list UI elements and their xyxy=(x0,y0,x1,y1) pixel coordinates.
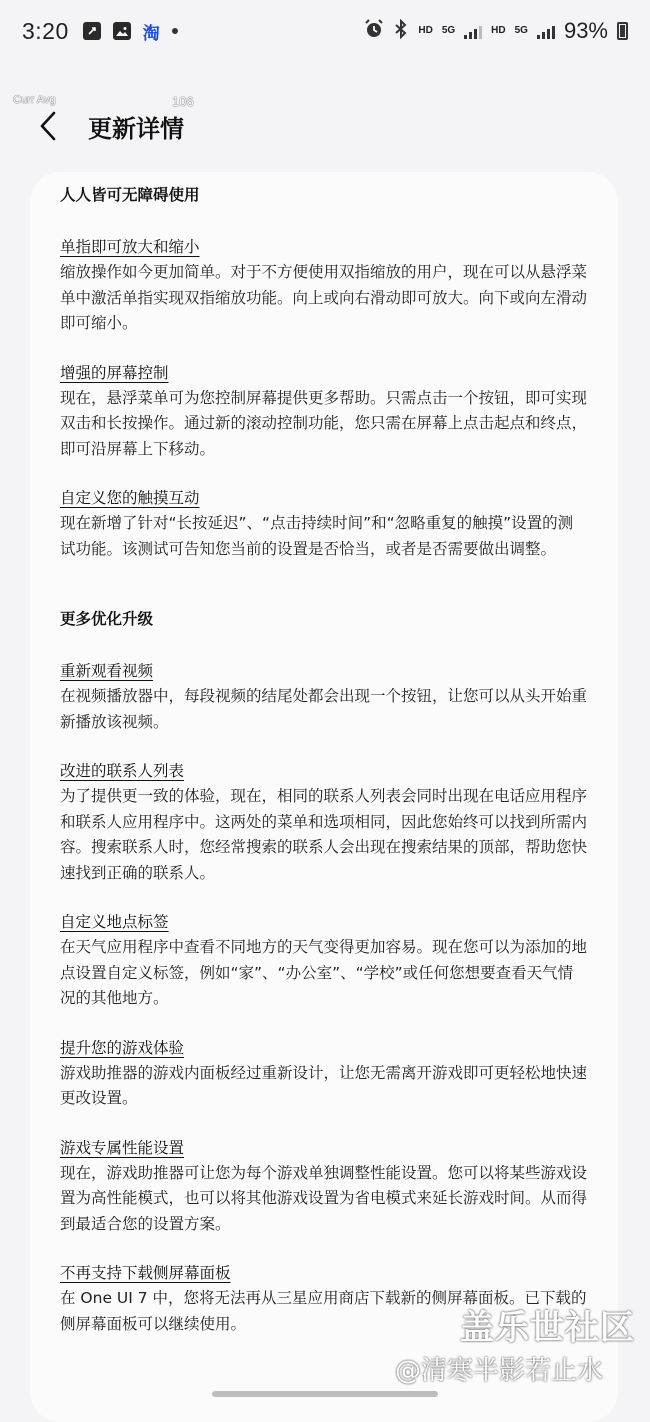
battery-percent: 93% xyxy=(563,18,608,43)
system-icons xyxy=(364,18,628,44)
home-indicator[interactable] xyxy=(212,1391,438,1397)
back-arrow-icon xyxy=(38,110,58,142)
list-item xyxy=(60,360,588,463)
item-body: 现在，悬浮菜单可为您控制屏幕提供更多帮助。只需点击一个按钮，即可实现双击和长按操作。通过新的滚动控制功能，您只需在屏幕上点击起点和终点，即可沿屏幕上下移动。 xyxy=(60,388,588,458)
content-card[interactable] xyxy=(30,172,618,1422)
usb-icon xyxy=(83,22,101,40)
item-title: 增强的屏幕控制 xyxy=(60,363,169,382)
item-title: 自定义地点标签 xyxy=(60,913,169,931)
network-label-2: 5G xyxy=(514,25,528,36)
item-title: 单指即可放大和缩小 xyxy=(60,238,200,256)
watermark-author: @清寒半影若止水 xyxy=(395,1356,604,1386)
item-body: 现在，游戏助推器可让您为每个游戏单独调整性能设置。您可以将某些游戏设置为高性能模式，也可以将其他游戏设置为省电模式来延长游戏时间。从而得到最适合您的设置方案。 xyxy=(60,1163,588,1233)
bluetooth-icon xyxy=(393,19,409,44)
back-button[interactable] xyxy=(18,98,78,154)
taobao-icon: 淘 xyxy=(142,23,160,43)
hd-label-2: HD xyxy=(491,25,506,36)
overlay-label: Curr Avg xyxy=(13,94,56,106)
battery-icon xyxy=(617,22,628,40)
item-title: 重新观看视频 xyxy=(60,662,154,680)
item-body: 在天气应用程序中查看不同地方的天气变得更加容易。现在您可以为添加的地点设置自定义标签，例如“家”、“办公室”、“学校”或任何您想要查看天气情况的其他地方。 xyxy=(60,938,588,1007)
list-item xyxy=(60,485,588,562)
item-title: 不再支持下载侧屏幕面板 xyxy=(60,1264,231,1282)
list-item xyxy=(60,1135,588,1238)
hd-label-1: HD xyxy=(418,25,433,36)
status-time: 3:20 xyxy=(22,17,69,44)
item-body: 为了提供更一致的体验，现在，相同的联系人列表会同时出现在电话应用程序和联系人应用程序中。这两处的菜单和选项相同，因此您始终可以找到所需内容。搜索联系人时，您经常搜索的联系人会出现在搜索结果的顶部，帮助您快速找到正确的联系人。 xyxy=(60,787,588,882)
overlay-value: 106 xyxy=(172,94,194,109)
item-body: 在视频播放器中，每段视频的结尾处都会出现一个按钮，让您可以从头开始重新播放该视频。 xyxy=(60,687,588,731)
network-label-1: 5G xyxy=(441,25,456,36)
alarm-icon xyxy=(364,19,384,44)
item-body: 游戏助推器的游戏内面板经过重新设计，让您无需离开游戏即可更轻松地快速更改设置。 xyxy=(60,1063,588,1107)
signal-icon xyxy=(464,23,482,39)
gallery-icon xyxy=(113,22,131,40)
item-title: 游戏专属性能设置 xyxy=(60,1138,185,1157)
notification-icons xyxy=(83,19,178,44)
dot-icon xyxy=(172,28,178,34)
signal-icon-2 xyxy=(537,23,555,39)
item-body: 现在新增了针对“长按延迟”、“点击持续时间”和“忽略重复的触摸”设置的测试功能。该测试可告知您当前的设置是否恰当，或者是否需要做出调整。 xyxy=(60,514,574,558)
watermark-logo: 盖乐世社区 xyxy=(460,1308,635,1348)
item-body: 缩放操作如今更加简单。对于不方便使用双指缩放的用户，现在可以从悬浮菜单中激活单指实现双指缩放功能。向上或向右滑动即可放大。向下或向左滑动即可缩小。 xyxy=(60,263,588,332)
list-item xyxy=(60,658,588,735)
list-item xyxy=(60,234,588,337)
item-body: 在 One UI 7 中，您将无法再从三星应用商店下载新的侧屏幕面板。已下载的侧屏幕面板可以继续使用。 xyxy=(60,1289,587,1333)
header xyxy=(0,98,650,154)
list-item xyxy=(60,1035,588,1112)
list-item xyxy=(60,758,588,886)
item-title: 改进的联系人列表 xyxy=(60,762,185,780)
section-title: 更多优化升级 xyxy=(60,610,154,628)
item-title: 自定义您的触摸互动 xyxy=(60,489,200,507)
page-title: 更新详情 xyxy=(88,114,184,143)
section-title: 人人皆可无障碍使用 xyxy=(60,186,200,204)
status-bar xyxy=(0,0,650,62)
list-item xyxy=(60,909,588,1012)
item-title: 提升您的游戏体验 xyxy=(60,1038,185,1057)
